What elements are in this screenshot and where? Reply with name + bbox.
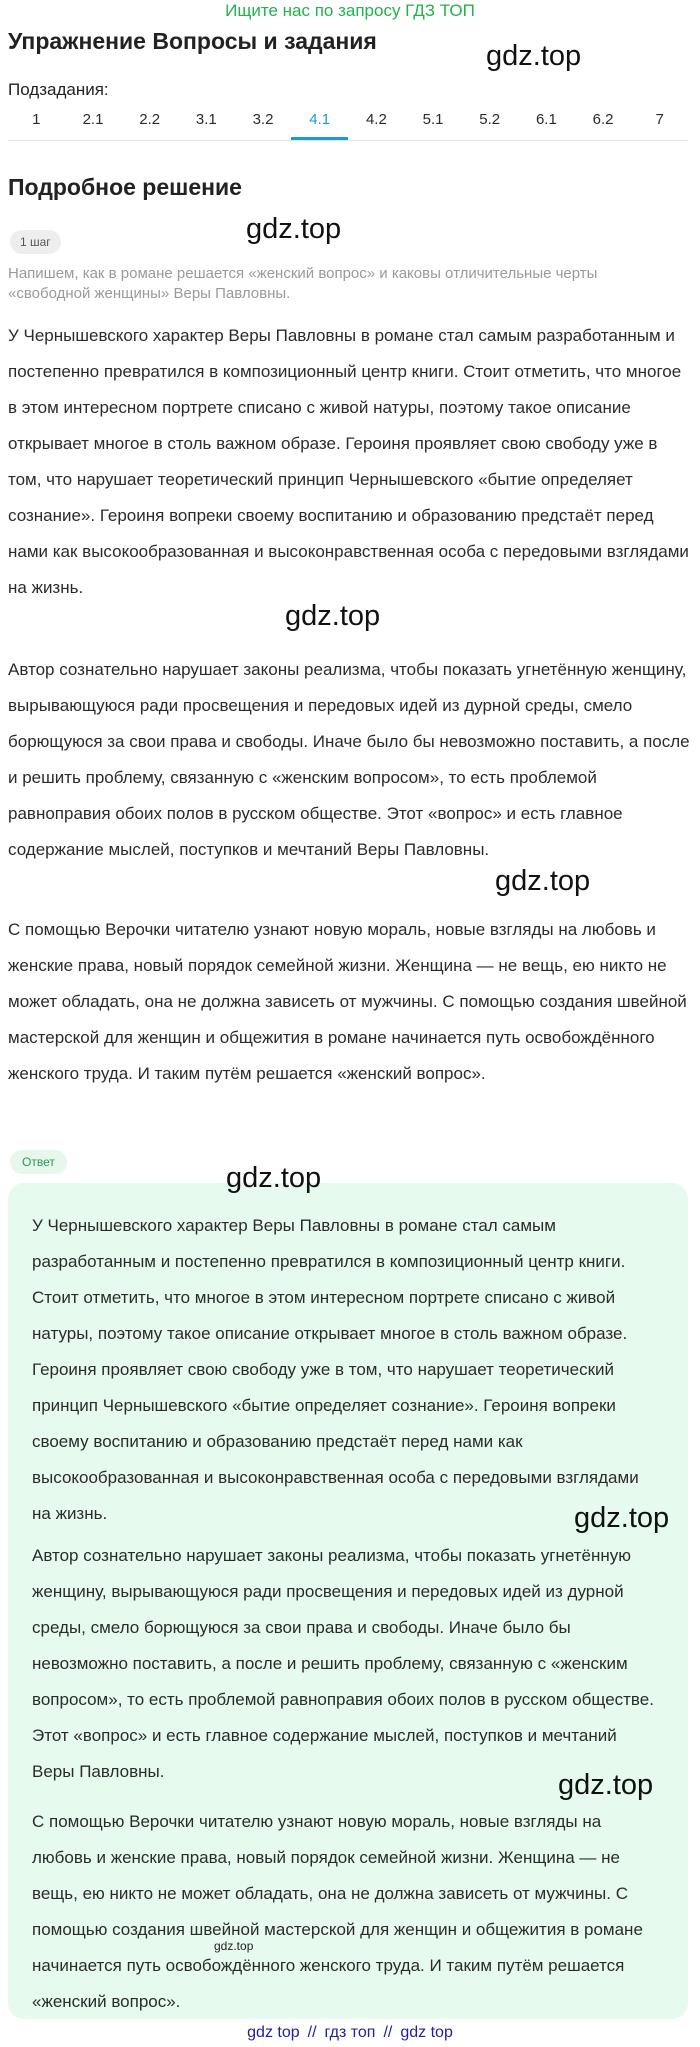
watermark: gdz.top bbox=[486, 40, 582, 72]
tab-subtask-6-2[interactable]: 6.2 bbox=[592, 111, 614, 128]
solution-paragraph: Автор сознательно нарушает законы реализма, чтобы показать угнетённую женщину, вырывающуюся ради просвещения и передовых идей из дурной среды, смело борющуюся за свои права и свободы. Иначе было бы невозможно поставить, а после и решить проблему, связанную с «женским вопросом», то есть проблемой равноправия обоих полов в русском обществе. Этот «вопрос» и есть главное содержание мыслей, поступков и мечтаний Веры Павловны. bbox=[8, 660, 690, 859]
watermark: gdz.top bbox=[285, 600, 381, 632]
answer-paragraph: Автор сознательно нарушает законы реализма, чтобы показать угнетённую женщину, вырывающуюся ради просвещения и передовых идей из дурной среды, смело борющуюся за свои права и свободы. Иначе было бы невозможно поставить, а после и решить проблему, связанную с «женским вопросом», то есть проблемой равноправия обоих полов в русском обществе. Этот «вопрос» и есть главное содержание мыслей, поступков и мечтаний Веры Павловны. bbox=[32, 1546, 654, 1781]
tab-subtask-6-1[interactable]: 6.1 bbox=[535, 111, 557, 128]
tab-subtask-2-2[interactable]: 2.2 bbox=[139, 111, 161, 128]
tab-subtask-1[interactable]: 1 bbox=[32, 111, 41, 128]
footer-separator: // bbox=[307, 2024, 317, 2041]
subtasks-tabs bbox=[8, 104, 688, 141]
tab-subtask-4-2[interactable]: 4.2 bbox=[365, 111, 387, 128]
answer-paragraph: У Чернышевского характер Веры Павловны в романе стал самым разработанным и постепенно превратился в композиционный центр книги. Стоит отметить, что многое в этом интересном портрете списано с живой натуры, поэтому такое описание открывает многое в столь важном образе. Героиня проявляет свою свободу уже в том, что нарушает теоретический принцип Чернышевского «бытие определяет сознание». Героиня вопреки своему воспитанию и образованию предстаёт перед нами как высокообразованная и высоконравственная особа с передовыми взглядами на жизнь. bbox=[32, 1216, 639, 1523]
footer-link[interactable]: гдз топ bbox=[324, 2024, 376, 2041]
answer-badge: Ответ bbox=[10, 1150, 67, 1174]
solution-title: Подробное решение bbox=[8, 174, 242, 200]
exercise-title: Упражнение Вопросы и задания bbox=[8, 28, 377, 54]
tab-subtask-7[interactable]: 7 bbox=[655, 111, 664, 128]
tab-subtask-3-1[interactable]: 3.1 bbox=[195, 111, 217, 128]
answer-paragraph: С помощью Верочки читателю узнают новую мораль, новые взгляды на любовь и женские права, новый порядок семейной жизни. Женщина — не вещь, ею никто не может обладать, она не должна зависеть от мужчины. С помощью создания швейной мастерской для женщин и общежития в романе начинается путь освобождённого женского труда. И таким путём решается «женский вопрос». bbox=[32, 1812, 643, 2011]
watermark-small: gdz.top bbox=[214, 1939, 254, 1953]
tab-subtask-2-1[interactable]: 2.1 bbox=[82, 111, 104, 128]
watermark: gdz.top bbox=[558, 1769, 654, 1801]
step-badge: 1 шаг bbox=[10, 230, 61, 254]
tab-subtask-3-2[interactable]: 3.2 bbox=[252, 111, 274, 128]
watermark: gdz.top bbox=[574, 1502, 670, 1534]
tab-subtask-5-2[interactable]: 5.2 bbox=[479, 111, 501, 128]
search-banner: Ищите нас по запросу ГДЗ ТОП bbox=[225, 1, 475, 20]
watermark: gdz.top bbox=[495, 865, 591, 897]
watermark: gdz.top bbox=[246, 213, 342, 245]
solution-paragraph: С помощью Верочки читателю узнают новую мораль, новые взгляды на любовь и женские права, новый порядок семейной жизни. Женщина — не вещь, ею никто не может обладать, она не должна зависеть от мужчины. С помощью создания швейной мастерской для женщин и общежития в романе начинается путь освобождённого женского труда. И таким путём решается «женский вопрос». bbox=[8, 920, 687, 1083]
watermark: gdz.top bbox=[226, 1162, 322, 1194]
subtasks-label: Подзадания: bbox=[8, 80, 109, 99]
tab-subtask-5-1[interactable]: 5.1 bbox=[422, 111, 444, 128]
tab-subtask-4-1[interactable]: 4.1 bbox=[291, 104, 348, 140]
step-hint: Напишем, как в романе решается «женский вопрос» и каковы отличительные черты «свободной женщины» Веры Павловны. bbox=[8, 265, 598, 302]
footer-link[interactable]: gdz top bbox=[247, 2024, 300, 2041]
footer-link[interactable]: gdz top bbox=[400, 2024, 453, 2041]
solution-paragraph: У Чернышевского характер Веры Павловны в романе стал самым разработанным и постепенно превратился в композиционный центр книги. Стоит отметить, что многое в этом интересном портрете списано с живой натуры, поэтому такое описание открывает многое в столь важном образе. Героиня проявляет свою свободу уже в том, что нарушает теоретический принцип Чернышевского «бытие определяет сознание». Героиня вопреки своему воспитанию и образованию предстаёт перед нами как высокообразованная и высоконравственная особа с передовыми взглядами на жизнь. bbox=[8, 326, 689, 597]
footer-links bbox=[0, 2022, 700, 2044]
footer-separator: // bbox=[383, 2024, 393, 2041]
